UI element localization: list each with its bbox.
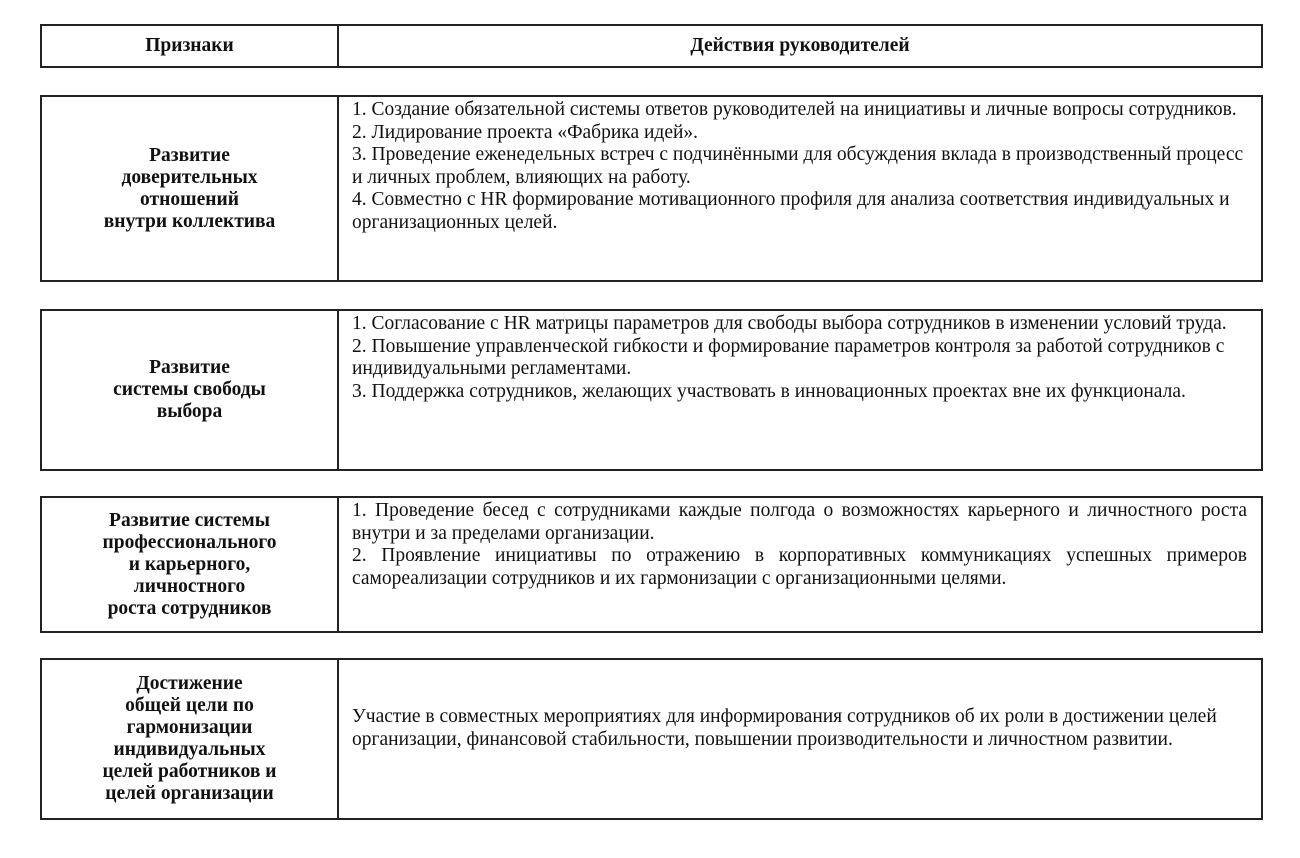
table-header — [40, 24, 1263, 68]
action-item: Участие в совместных мероприятиях для информирования сотрудников об их роли в достижении целей организации, финансовой стабильности, повышении производительности и личностном развитии. — [352, 706, 1217, 750]
action-item: 1. Создание обязательной системы ответов руководителей на инициативы и личные вопросы сотрудников. — [352, 99, 1237, 120]
action-item: 2. Лидирование проекта «Фабрика идей». — [352, 121, 699, 143]
action-item: 3. Поддержка сотрудников, желающих участвовать в инновационных проектах вне их функционала. — [352, 380, 1186, 402]
row-sign: Развитие доверительных отношений внутри коллектива — [42, 97, 339, 280]
row-sign: Достижение общей цели по гармонизации индивидуальных целей работников и целей организации — [42, 660, 339, 818]
table-row — [40, 658, 1263, 820]
table-row — [40, 309, 1263, 471]
action-item: 2. Повышение управленческой гибкости и формирование параметров контроля за работой сотрудников с индивидуальными регламентами. — [352, 335, 1225, 380]
row-actions — [339, 311, 1261, 469]
action-item: 4. Совместно с HR формирование мотивационного профиля для анализа соответствия индивидуальных и организационных целей. — [352, 189, 1230, 233]
action-item: 1. Согласование с HR матрицы параметров для свободы выбора сотрудников в изменении условий труда. — [352, 313, 1227, 334]
table-row — [40, 496, 1263, 633]
header-signs: Признаки — [42, 26, 339, 66]
row-actions — [339, 498, 1261, 631]
action-item: 3. Проведение еженедельных встреч с подчинёнными для обсуждения вклада в производственный процесс и личных проблем, влияющих на работу. — [352, 144, 1244, 188]
row-actions — [339, 660, 1261, 818]
row-actions — [339, 97, 1261, 280]
row-sign: Развитие системы свободы выбора — [42, 311, 339, 469]
table-row — [40, 95, 1263, 282]
header-actions: Действия руководителей — [690, 34, 910, 56]
row-sign: Развитие системы профессионального и карьерного, личностного роста сотрудников — [42, 498, 339, 631]
action-item: 1. Проведение бесед с сотрудниками каждые полгода о возможностях карьерного и личностного роста внутри и за пределами организации. — [352, 500, 1247, 544]
action-item: 2. Проявление инициативы по отражению в корпоративных коммуникациях успешных примеров самореализации сотрудников и их гармонизации с организационными целями. — [352, 545, 1247, 589]
